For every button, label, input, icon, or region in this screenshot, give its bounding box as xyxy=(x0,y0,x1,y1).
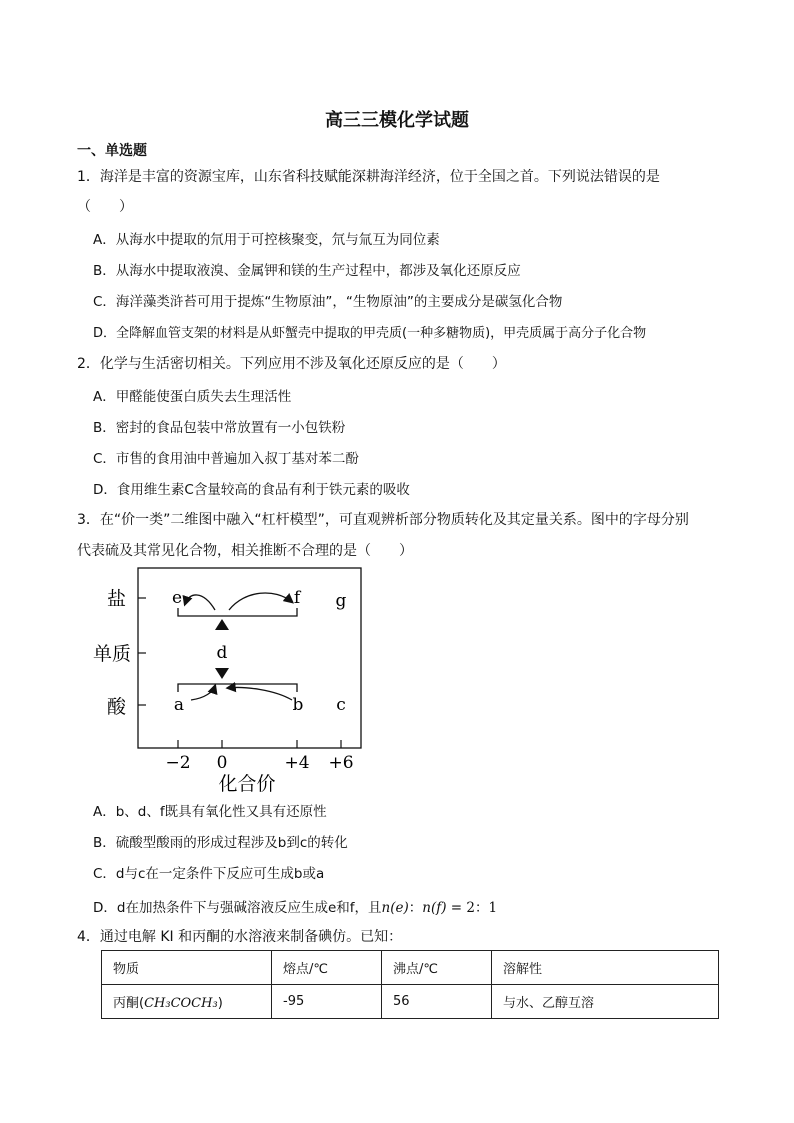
q3-option-c: C．d与c在一定条件下反应可生成b或a xyxy=(93,866,325,882)
substance-name: 丙酮( xyxy=(113,996,145,1011)
q3-option-a: A．b、d、f既具有氧化性又具有还原性 xyxy=(93,804,327,820)
q3-option-d xyxy=(93,896,497,916)
q3-option-b: B．硫酸型酸雨的形成过程涉及b到c的转化 xyxy=(93,835,348,851)
q1-option-d: D．全降解血管支架的材料是从虾蟹壳中提取的甲壳质(一种多糖物质)，甲壳质属于高分子化合物 xyxy=(93,326,647,341)
q2-option-c: C．市售的食用油中普遍加入叔丁基对苯二酚 xyxy=(93,451,359,467)
point-f: f xyxy=(293,588,301,608)
x-axis-label: 化合价 xyxy=(218,773,276,795)
valence-class-diagram xyxy=(85,560,375,800)
y-label-salt: 盐 xyxy=(107,588,127,610)
header-substance: 物质 xyxy=(102,951,272,985)
q1-option-b: B．从海水中提取液溴、金属钾和镁的生产过程中，都涉及氧化还原反应 xyxy=(93,263,521,279)
q2-option-d: D．食用维生素C含量较高的食品有利于铁元素的吸收 xyxy=(93,482,410,498)
ne-expression: n(e) xyxy=(381,900,409,916)
fulcrum-up xyxy=(215,619,229,630)
substance-formula: CH₃COCH₃ xyxy=(144,996,218,1011)
x-tick-pos6: +6 xyxy=(328,753,354,773)
cell-solubility: 与水、乙醇互溶 xyxy=(492,985,719,1019)
ratio-value: = 2：1 xyxy=(446,900,498,916)
nf-expression: n(f) xyxy=(422,900,447,916)
cell-melting-point: -95 xyxy=(272,985,382,1019)
point-g: g xyxy=(335,591,347,611)
x-tick-pos4: +4 xyxy=(284,753,310,773)
q3-stem-line2: 代表硫及其常见化合物，相关推断不合理的是（ ） xyxy=(77,543,413,559)
point-c: c xyxy=(336,695,346,715)
q1-option-a: A．从海水中提取的氘用于可控核聚变，氘与氚互为同位素 xyxy=(93,232,440,248)
point-b: b xyxy=(292,695,304,715)
cell-substance xyxy=(102,985,272,1019)
substance-close: ) xyxy=(217,996,223,1011)
table-header-row xyxy=(102,951,719,985)
table-row xyxy=(102,985,719,1019)
q2-stem: 2．化学与生活密切相关。下列应用不涉及氧化还原反应的是（ ） xyxy=(77,356,506,372)
x-tick-0: 0 xyxy=(216,753,228,773)
section-heading: 一、单选题 xyxy=(77,143,147,159)
y-label-element: 单质 xyxy=(93,643,132,665)
point-e: e xyxy=(171,588,183,608)
q1-option-c: C．海洋藻类浒苔可用于提炼“生物原油”，“生物原油”的主要成分是碳氢化合物 xyxy=(93,294,563,310)
property-table xyxy=(101,950,719,1019)
header-melting-point: 熔点/℃ xyxy=(272,951,382,985)
header-solubility: 溶解性 xyxy=(492,951,719,985)
point-d: d xyxy=(216,643,228,663)
x-tick-neg2: −2 xyxy=(165,753,191,773)
fulcrum-down xyxy=(215,668,229,679)
q1-stem-line1: 1．海洋是丰富的资源宝库，山东省科技赋能深耕海洋经济，位于全国之首。下列说法错误的是 xyxy=(77,169,660,185)
y-label-acid: 酸 xyxy=(107,696,127,718)
q3-stem-line1: 3．在“价一类”二维图中融入“杠杆模型”，可直观辨析部分物质转化及其定量关系。图中的字母分别 xyxy=(77,512,689,528)
header-boiling-point: 沸点/℃ xyxy=(382,951,492,985)
q1-stem-line2: （ ） xyxy=(77,199,133,215)
point-a: a xyxy=(173,695,185,715)
q3-option-d-text: D．d在加热条件下与强碱溶液反应生成e和f，且 xyxy=(93,900,382,916)
q2-option-a: A．甲醛能使蛋白质失去生理活性 xyxy=(93,389,292,405)
cell-boiling-point: 56 xyxy=(382,985,492,1019)
page-title: 高三三模化学试题 xyxy=(325,110,469,131)
q4-stem: 4．通过电解 KI 和丙酮的水溶液来制备碘仿。已知： xyxy=(77,929,403,945)
ratio-separator: ： xyxy=(408,900,423,916)
q2-option-b: B．密封的食品包装中常放置有一小包铁粉 xyxy=(93,420,346,436)
